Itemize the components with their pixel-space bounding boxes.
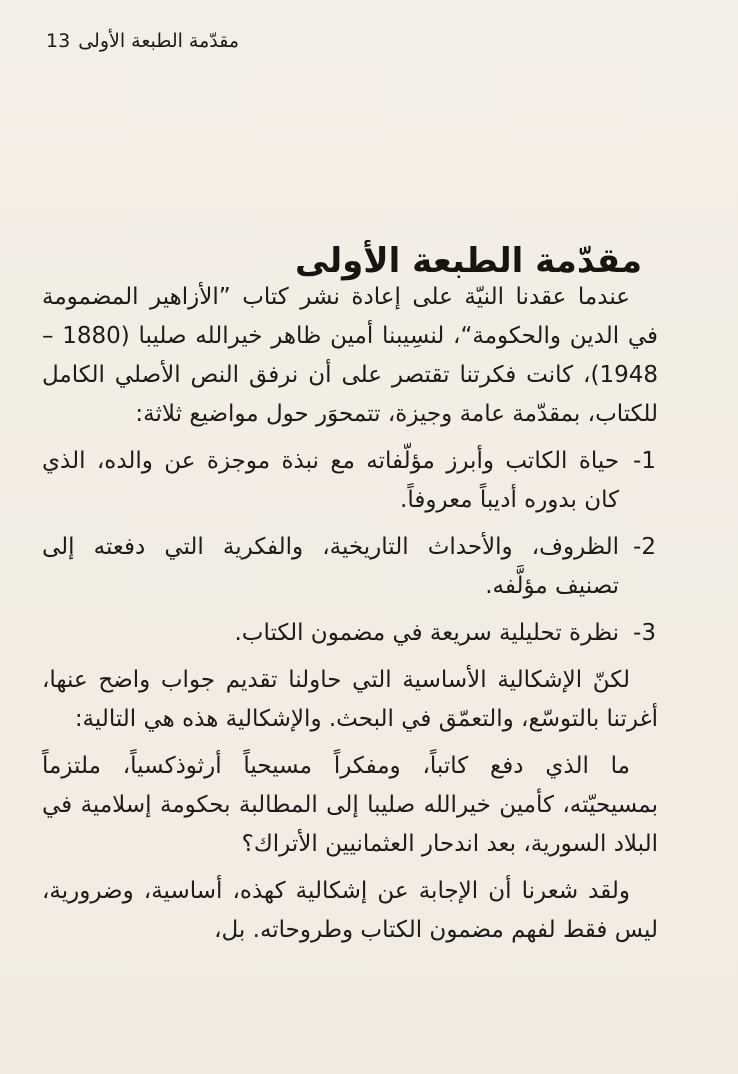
list-item — [42, 528, 658, 606]
list-item-number: 2- — [633, 534, 656, 560]
body-text — [42, 278, 658, 958]
page-number: 13 — [46, 30, 71, 52]
list-item-text: نظرة تحليلية سريعة في مضمون الكتاب. — [234, 620, 620, 646]
list-item — [42, 442, 658, 520]
list-item-text: الظروف، والأحداث التاريخية، والفكرية التي دفعته إلى تصنيف مؤلَّفه. — [42, 534, 620, 599]
running-title: مقدّمة الطبعة الأولى — [78, 30, 240, 52]
problem-paragraph: لكنّ الإشكالية الأساسية التي حاولنا تقديم جواب واضح عنها، أغرتنا بالتوسّع، والتعمّق في البحث. والإشكالية هذه هي التالية: — [42, 667, 658, 732]
intro-paragraph: عندما عقدنا النيّة على إعادة نشر كتاب ”الأزاهير المضمومة في الدين والحكومة“، لنسِيبنا أمين ظاهر خيرالله صليبا (1880 – 1948)، كانت فكرتنا تقتصر على أن نرفق النص الأصلي الكامل للكتاب، بمقدّمة عامة وجيزة، تتمحوَر حول مواضيع ثلاثة: — [42, 284, 658, 427]
question-paragraph: ما الذي دفع كاتباً، ومفكراً مسيحياً أرثوذكسياً، ملتزماً بمسيحيّته، كأمين خيرالله صليبا إلى المطالبة بحكومة إسلامية في البلاد السورية، بعد اندحار العثمانيين الأتراك؟ — [42, 753, 658, 857]
list-item-text: حياة الكاتب وأبرز مؤلّفاته مع نبذة موجزة عن والده، الذي كان بدوره أديباً معروفاً. — [42, 448, 620, 513]
topics-list — [42, 442, 658, 653]
chapter-title: مقدّمة الطبعة الأولى — [294, 240, 642, 281]
running-header — [46, 30, 239, 52]
list-item-number: 1- — [633, 448, 656, 474]
closing-paragraph: ولقد شعرنا أن الإجابة عن إشكالية كهذه، أساسية، وضرورية، ليس فقط لفهم مضمون الكتاب وطروحاته. بل، — [42, 878, 658, 943]
list-item — [42, 614, 658, 653]
list-item-number: 3- — [633, 620, 656, 646]
